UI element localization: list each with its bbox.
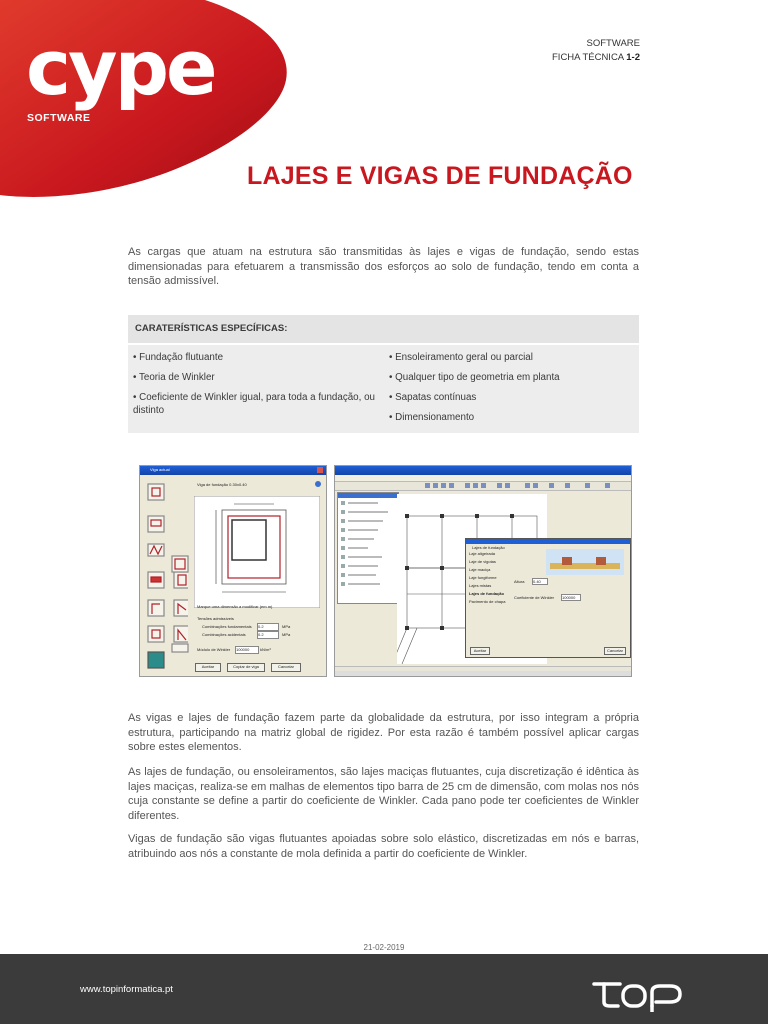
stress-row1-unit: MPa: [282, 624, 291, 629]
copy-beam-button[interactable]: Copiar de viga: [227, 663, 265, 672]
slab-dialog-titlebar: [466, 539, 630, 544]
website-link[interactable]: www.topinformatica.pt: [80, 984, 173, 995]
feature-item: • Dimensionamento: [389, 412, 475, 423]
feature-item: • Teoria de Winkler: [133, 372, 215, 383]
features-right-column: [389, 352, 634, 432]
features-heading: CARATERÍSTICAS ESPECÍFICAS:: [135, 323, 288, 334]
winkler-coef-input[interactable]: 100000: [561, 594, 581, 601]
screenshot-beam-dialog: [139, 465, 327, 677]
help-icon[interactable]: [315, 481, 321, 487]
winkler-coef-label: Coeficiente de Winkler: [514, 595, 555, 600]
winkler-unit: kN/m³: [260, 647, 271, 652]
slab-dialog: [465, 538, 631, 658]
beam-label: Viga de fundação 0.30x0.40: [197, 482, 247, 487]
app-menubar: [335, 475, 631, 482]
features-list: [128, 345, 639, 433]
document-date: 21-02-2019: [363, 943, 405, 952]
stress-title: Tensões admissíveis: [197, 616, 234, 621]
feature-item: • Sapatas contínuas: [389, 392, 477, 403]
page-footer: [0, 954, 768, 1024]
slab-type-option[interactable]: Lajes mistas: [469, 583, 492, 588]
slab-accept-button[interactable]: Aceitar: [470, 647, 490, 655]
stress-row1-input[interactable]: 0.2: [257, 623, 279, 631]
header-line2-prefix: FICHA TÉCNICA: [552, 52, 627, 63]
slab-type-option[interactable]: Laje maciça: [469, 567, 491, 572]
dialog-title: Viga actual: [150, 467, 170, 472]
top-logo-icon: [590, 972, 690, 1012]
body-paragraph-2: As lajes de fundação, ou ensoleiramentos, são lajes maciças flutuantes, cuja discretização é idêntica às lajes maciças, realiza-se em malhas de elementos tipo barra de 25 cm de dimensão, com molas nos nós cuja constante se define a partir do coeficiente de Winkler. Cada pano pode ter coeficientes de Winkler diferentes.: [128, 766, 639, 822]
slab-type-option-selected[interactable]: Lajes de fundação: [469, 591, 504, 596]
thickness-input[interactable]: 0.40: [532, 578, 548, 585]
thickness-label: Altura: [514, 579, 525, 584]
slab-type-option[interactable]: Laje fungiforme: [469, 575, 497, 580]
header-line2-number: 1-2: [626, 52, 640, 63]
cype-logo-sub: SOFTWARE: [27, 112, 91, 124]
slab-type-option[interactable]: Pavimento de chapa: [469, 599, 506, 604]
slab-type-option[interactable]: Laje aligeirada: [469, 551, 496, 556]
slab-type-option[interactable]: Laje de vigotas: [469, 559, 496, 564]
close-icon: [317, 467, 323, 473]
page-title: LAJES E VIGAS DE FUNDAÇÃO: [247, 162, 633, 190]
winkler-input[interactable]: 100000: [235, 646, 259, 654]
screenshot-cypecad-window: [334, 465, 632, 677]
header-line2: [552, 51, 640, 65]
stress-row2-input[interactable]: 0.2: [257, 631, 279, 639]
beam-variant-icons: [170, 554, 190, 654]
stress-row1-label: Combinações fundamentais: [202, 624, 252, 629]
app-titlebar: [335, 466, 631, 475]
slab-dialog-title: Lajes de fundação: [472, 545, 505, 550]
feature-item: • Coeficiente de Winkler igual, para toda a fundação, ou distinto: [133, 392, 375, 416]
slab-type-list[interactable]: [469, 551, 509, 621]
foundation-slab-illustration: [546, 549, 624, 575]
body-paragraph-3: Vigas de fundação são vigas flutuantes apoiadas sobre solo elástico, discretizadas em nós e barras, atribuindo aos nós a constante de mola definida a partir do coeficiente de Winkler.: [128, 833, 639, 860]
status-bar: [335, 671, 631, 676]
feature-item: • Qualquer tipo de geometria em planta: [389, 372, 560, 383]
accept-button[interactable]: Aceitar: [195, 663, 221, 672]
doc-header: [552, 37, 640, 65]
cype-logo-word: cype: [26, 23, 215, 112]
winkler-label: Módulo de Winkler: [197, 647, 231, 652]
body-paragraph-1: As vigas e lajes de fundação fazem parte da globalidade da estrutura, por isso integram a própria estrutura, participando na matriz global de rigidez. Por esta razão é também possível aplicar cargas sobre estes elementos.: [128, 712, 639, 754]
intro-paragraph: As cargas que atuam na estrutura são transmitidas às lajes e vigas de fundação, sendo estas dimensionadas para efetuarem a transmissão dos esforços ao solo de fundação, tendo em conta a tensão admissível.: [128, 246, 639, 288]
header-line1: SOFTWARE: [586, 38, 640, 49]
beam-section-drawing: [194, 496, 320, 608]
features-heading-bar: [128, 315, 639, 343]
toolbar-icons[interactable]: [425, 483, 625, 489]
stress-row2-unit: MPa: [282, 632, 291, 637]
stress-row2-label: Combinações acidentais: [202, 632, 246, 637]
slab-cancel-button[interactable]: Cancelar: [604, 647, 626, 655]
dimension-hint: Marque uma dimensão a modificar (em m): [197, 604, 273, 609]
features-left-column: [133, 352, 383, 425]
cancel-button[interactable]: Cancelar: [271, 663, 301, 672]
slab-menu-panel: [337, 492, 399, 604]
feature-item: • Fundação flutuante: [133, 352, 224, 363]
feature-item: • Ensoleiramento geral ou parcial: [389, 352, 533, 363]
slab-menu-items[interactable]: [338, 498, 398, 598]
